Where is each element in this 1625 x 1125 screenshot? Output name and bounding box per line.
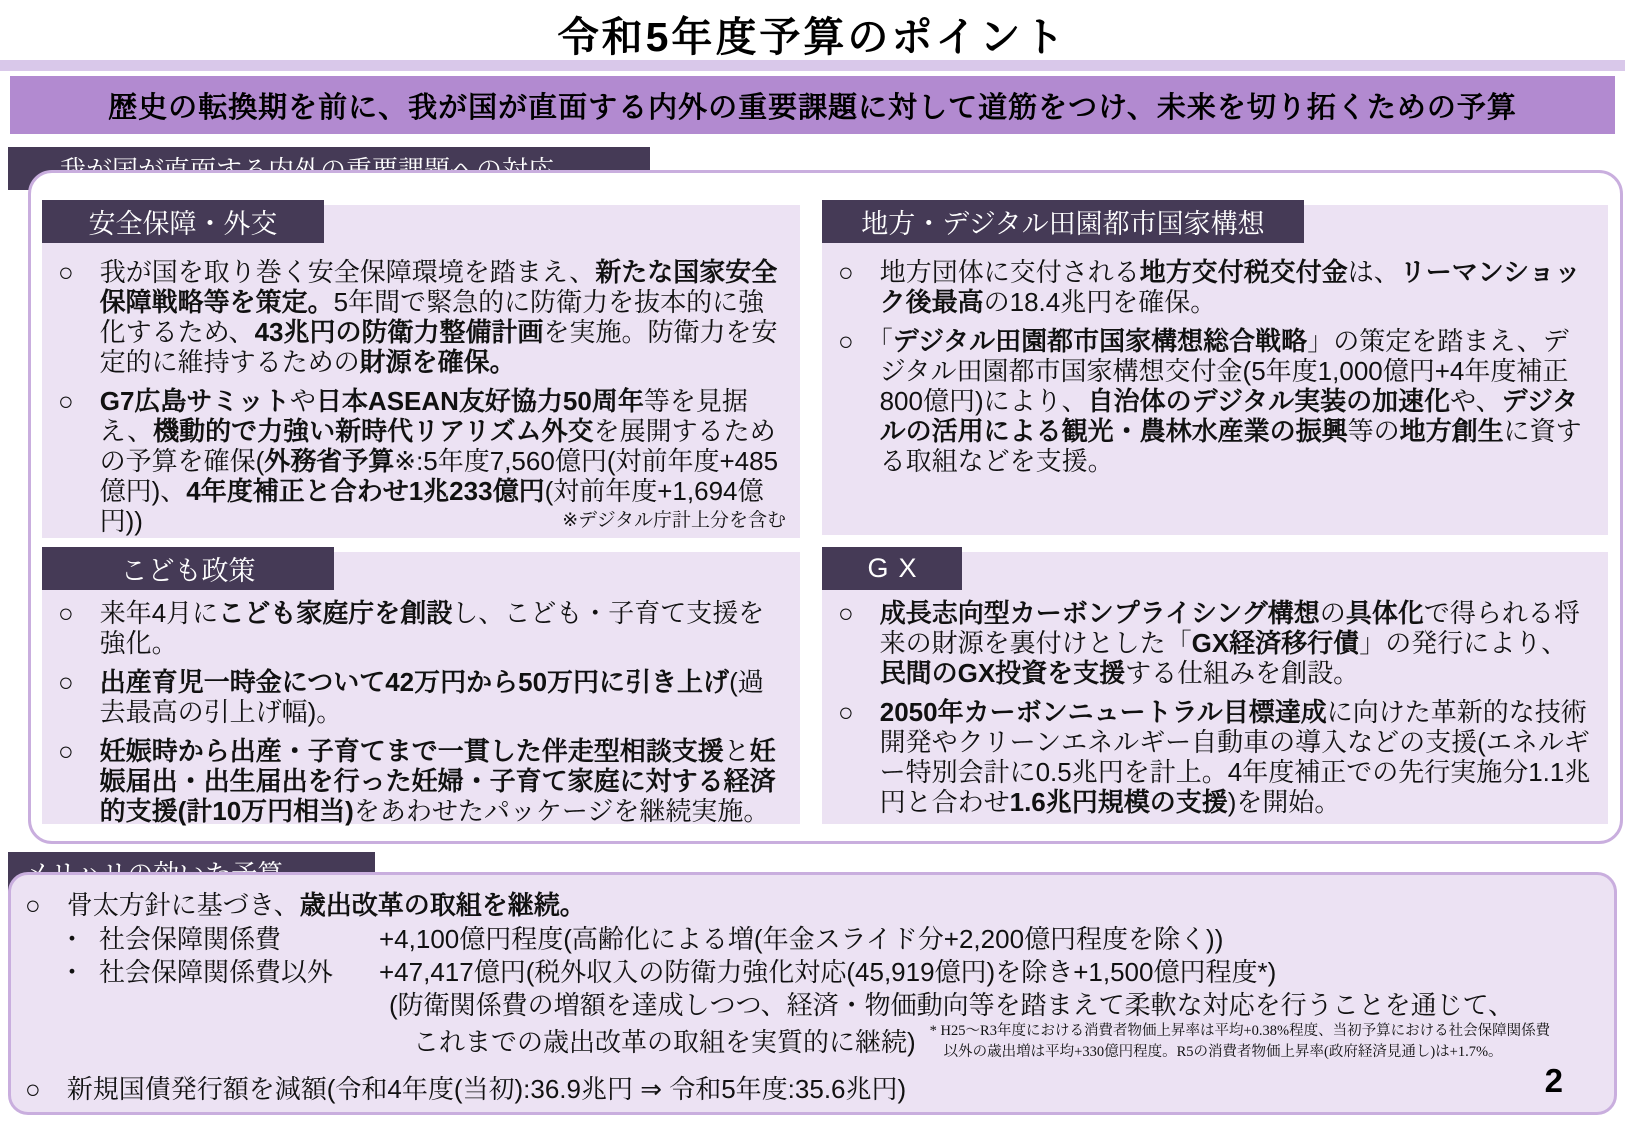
- section-gx-header: GX: [822, 547, 962, 590]
- non-social-security-value: +47,417億円(税外収入の防衛力強化対応(45,919億円)を除き+1,500億円程度*): [379, 957, 1277, 987]
- headline-banner: 歴史の転換期を前に、我が国が直面する内外の重要課題に対して道筋をつけ、未来を切り拓くための予算: [10, 76, 1615, 134]
- bullet-marker: ○: [838, 598, 854, 628]
- section-children-policy-header: こども政策: [42, 547, 334, 590]
- bullet-marker: ○: [58, 667, 74, 697]
- page-number: 2: [1544, 1062, 1563, 1099]
- bullet-marker: ○: [58, 736, 74, 766]
- bullet-item: ○ 地方団体に交付される地方交付税交付金は、リーマンショック後最高の18.4兆円を確保。: [838, 257, 1581, 317]
- bullet-item: ○ 妊娠時から出産・子育てまで一貫した伴走型相談支援と妊娠届出・出生届出を行った妊婦・子育て家庭に対する経済的支援(計10万円相当)をあわせたパッケージを継続実施。: [58, 736, 776, 826]
- digital-agency-footnote: ※デジタル庁計上分を含む: [562, 510, 786, 531]
- section-local-digital-header: 地方・デジタル田園都市国家構想: [822, 200, 1304, 243]
- bullet-item: ○ 成長志向型カーボンプライシング構想の具体化で得られる将来の財源を裏付けとした「GX経済移行債」の発行により、民間のGX投資を支援する仕組みを創設。: [838, 598, 1580, 688]
- new-bond-bullet: [25, 1073, 1594, 1105]
- bullet-item: ○ G7広島サミットや日本ASEAN友好協力50周年等を見据え、機動的で力強い新時代リアリズム外交を展開するための予算を確保(外務省予算※:5年度7,560億円(対前年度+485億円)、4年度補正と合わせ1兆233億円(対前年度+1,694億円)): [58, 386, 779, 536]
- section-gx: [822, 552, 1608, 824]
- continuation-line-2-row: [413, 1021, 1594, 1063]
- non-social-security-row: [59, 956, 1594, 988]
- bullet-marker: ○: [58, 598, 74, 628]
- bullet-item: ○ 我が国を取り巻く安全保障環境を踏まえ、新たな国家安全保障戦略等を策定。5年間で緊急的に防衛力を抜本的に強化するため、43兆円の防衛力整備計画を実施。防衛力を安定的に維持するための財源を確保。: [58, 257, 778, 377]
- bullet-marker: ○: [838, 697, 854, 727]
- continuation-line-1: (防衛関係費の増額を達成しつつ、経済・物価動向等を踏まえて柔軟な対応を行うことを通じて、: [389, 990, 1515, 1020]
- sub-bullet-marker: ・: [59, 957, 86, 987]
- section-children-policy-body: [42, 552, 800, 843]
- divider-strip: [0, 60, 1625, 71]
- social-security-value: +4,100億円程度(高齢化による増(年金スライド分+2,200億円程度を除く)): [379, 924, 1224, 954]
- price-footnote-line-2: 以外の歳出増は平均+330億円程度。R5の消費者物価上昇率(政府経済見通し)は+1.7%。: [943, 1044, 1503, 1061]
- price-footnote: [930, 1021, 1550, 1063]
- bullet-marker: ○: [25, 890, 41, 920]
- page-title: 令和5年度予算のポイント: [557, 14, 1068, 60]
- social-security-row: [59, 923, 1594, 955]
- non-social-security-label: 社会保障関係費以外: [99, 957, 334, 987]
- section-local-digital: [822, 205, 1608, 535]
- social-security-label: 社会保障関係費: [99, 924, 282, 954]
- section-children-policy: [42, 552, 800, 824]
- bullet-marker: ○: [838, 326, 854, 356]
- merihari-box: [8, 872, 1617, 1115]
- merihari-lead-bullet: [25, 889, 1594, 921]
- bullet-item: ○ 2050年カーボンニュートラル目標達成に向けた革新的な技術開発やクリーンエネルギー自動車の導入などの支援(エネルギー特別会計に0.5兆円を計上。4年度補正での先行実施分1.1兆円と合わせ1.6兆円規模の支援)を開始。: [838, 697, 1591, 817]
- bullet-marker: ○: [58, 386, 74, 416]
- continuation-line-2: これまでの歳出改革の取組を実質的に継続): [413, 1027, 916, 1058]
- section-gx-body: [822, 552, 1608, 834]
- bullet-item: ○ 来年4月にこども家庭庁を創設し、こども・子育て支援を強化。: [58, 598, 765, 658]
- section-local-digital-body: [822, 205, 1608, 493]
- merihari-lead-text: 骨太方針に基づき、歳出改革の取組を継続。: [40, 890, 586, 920]
- new-bond-text: 新規国債発行額を減額(令和4年度(当初):36.9兆円 ⇒ 令和5年度:35.6兆円): [40, 1074, 907, 1105]
- section-security-diplomacy-header: 安全保障・外交: [42, 200, 324, 243]
- bullet-item: ○ 出産育児一時金について42万円から50万円に引き上げ(過去最高の引上げ幅)。: [58, 667, 764, 727]
- bullet-marker: ○: [838, 257, 854, 287]
- bullet-marker: ○: [58, 257, 74, 287]
- section-security-diplomacy: [42, 205, 800, 538]
- bullet-marker: ○: [25, 1074, 41, 1105]
- sub-bullet-marker: ・: [59, 924, 86, 954]
- section-security-diplomacy-body: [42, 205, 800, 553]
- bullet-item: ○ 「デジタル田園都市国家構想総合戦略」の策定を踏まえ、デジタル田園都市国家構想交付金(5年度1,000億円+4年度補正800億円)により、自治体のデジタル実装の加速化や、デジタルの活用による観光・農林水産業の振興等の地方創生に資する取組などを支援。: [838, 326, 1582, 476]
- price-footnote-line-1: * H25〜R3年度における消費者物価上昇率は平均+0.38%程度、当初予算における社会保障関係費: [929, 1023, 1551, 1039]
